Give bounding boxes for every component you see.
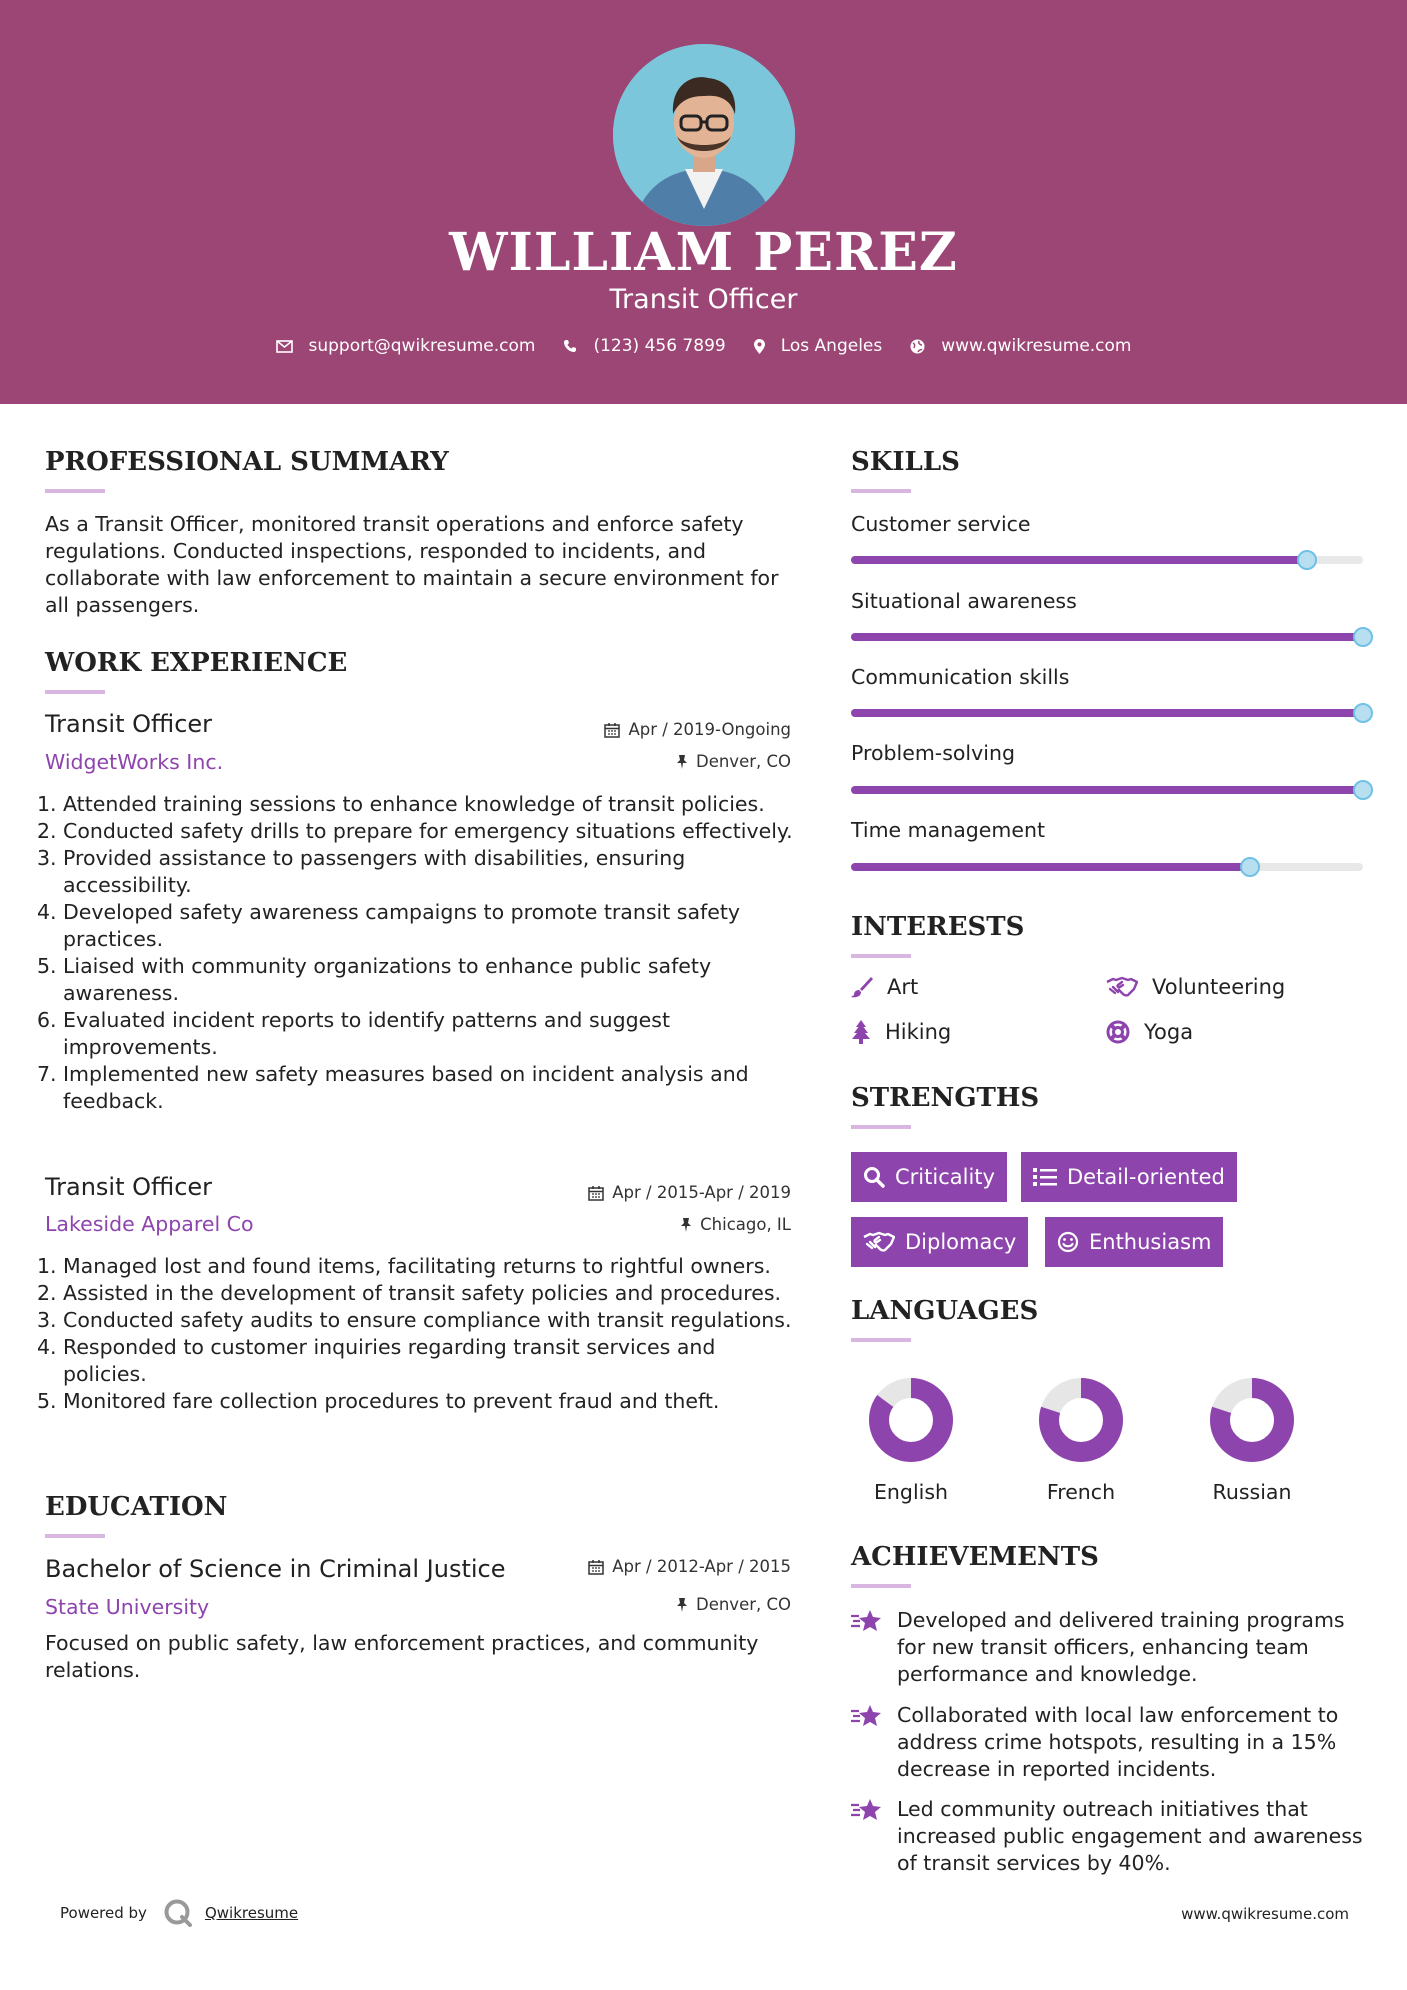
skill-label-situational-awareness: Situational awareness [851, 589, 1077, 613]
job-1-dates [604, 720, 791, 739]
footer-url[interactable]: www.qwikresume.com [1181, 1905, 1349, 1923]
interest-label: Yoga [1144, 1020, 1194, 1044]
handshake-icon [863, 1231, 895, 1253]
skill-fill [851, 709, 1363, 717]
strength-chip-detail-oriented [1021, 1152, 1237, 1202]
language-label-french: French [1046, 1480, 1116, 1504]
candidate-name: WILLIAM PEREZ [449, 222, 958, 283]
strength-label: Detail-oriented [1067, 1165, 1225, 1189]
pushpin-icon [676, 1597, 688, 1613]
skill-knob [1353, 627, 1373, 647]
job-1-title: Transit Officer [45, 710, 213, 738]
contact-email-text: support@qwikresume.com [308, 336, 536, 356]
resume-header [0, 0, 1407, 404]
skill-fill [851, 633, 1363, 641]
pushpin-icon [676, 754, 688, 770]
envelope-icon [276, 340, 293, 353]
summary-underline [45, 489, 105, 493]
skill-fill [851, 786, 1363, 794]
search-icon [863, 1166, 885, 1188]
language-label-russian: Russian [1212, 1480, 1292, 1504]
calendar-icon [588, 1185, 604, 1201]
handshake-icon [1106, 976, 1138, 998]
interest-label: Hiking [885, 1020, 952, 1044]
job-1-company: WidgetWorks Inc. [45, 750, 224, 774]
job-2-dates [588, 1183, 791, 1202]
list-item: 7. Implemented new safety measures based on incident analysis and feedback. [37, 1062, 749, 1113]
profile-photo [613, 44, 795, 226]
job-2-location [680, 1215, 791, 1234]
list-item: 5. Liaised with community organizations to enhance public safety awareness. [37, 954, 712, 1005]
job-1-location-text: Denver, CO [695, 752, 791, 771]
job-1-location [676, 752, 791, 771]
job-2-company: Lakeside Apparel Co [45, 1212, 254, 1236]
skill-label-customer-service: Customer service [851, 512, 1031, 536]
job-2-dates-text: Apr / 2015-Apr / 2019 [612, 1183, 791, 1202]
skill-bar-situational-awareness [851, 633, 1363, 641]
education-location [676, 1595, 791, 1614]
summary-heading: PROFESSIONAL SUMMARY [45, 447, 449, 477]
strength-label: Enthusiasm [1089, 1230, 1212, 1254]
education-school: State University [45, 1595, 210, 1619]
interest-yoga [1106, 1020, 1193, 1044]
interest-art [851, 975, 918, 999]
smile-icon [1057, 1231, 1079, 1253]
interest-volunteering [1106, 975, 1285, 999]
contact-location-text: Los Angeles [780, 336, 883, 356]
interest-label: Art [887, 975, 919, 999]
skill-bar-problem-solving [851, 786, 1363, 794]
education-heading: EDUCATION [45, 1492, 228, 1522]
candidate-title: Transit Officer [609, 284, 798, 315]
contact-email[interactable] [276, 336, 536, 356]
achievement-item: Developed and delivered training programs for new transit officers, enhancing team performance and knowledge. [851, 1607, 1371, 1688]
skill-label-communication-skills: Communication skills [851, 665, 1070, 689]
achievement-item: Led community outreach initiatives that increased public engagement and awareness of transit services by 40%. [851, 1796, 1371, 1877]
strengths-underline [851, 1125, 911, 1129]
education-underline [45, 1534, 105, 1538]
skill-bar-communication-skills [851, 709, 1363, 717]
interest-hiking [851, 1020, 951, 1044]
education-degree: Bachelor of Science in Criminal Justice [45, 1555, 506, 1583]
skill-bar-time-management [851, 863, 1363, 871]
education-location-text: Denver, CO [695, 1595, 791, 1614]
tree-icon [851, 1020, 871, 1044]
skill-knob [1240, 857, 1260, 877]
paintbrush-icon [851, 976, 873, 998]
shooting-star-icon [851, 1609, 883, 1633]
strength-label: Diplomacy [905, 1230, 1017, 1254]
list-item: 3. Conducted safety audits to ensure compliance with transit regulations. [37, 1308, 792, 1332]
summary-text: As a Transit Officer, monitored transit operations and enforce safety regulations. Conducted inspections, responded to incidents, and collaborate with law enforcement to maintain a secure environment for all passengers. [45, 512, 779, 617]
languages-underline [851, 1338, 911, 1342]
skill-knob [1353, 780, 1373, 800]
qwikresume-logo-icon [163, 1898, 193, 1928]
job-2-title: Transit Officer [45, 1173, 213, 1201]
list-item: 4. Developed safety awareness campaigns to promote transit safety practices. [37, 900, 741, 951]
language-donut-russian [1209, 1377, 1295, 1463]
experience-heading: WORK EXPERIENCE [45, 648, 348, 678]
language-donut-french [1038, 1377, 1124, 1463]
skills-heading: SKILLS [851, 447, 960, 477]
strength-chip-enthusiasm [1045, 1217, 1223, 1267]
contact-phone[interactable] [563, 336, 725, 356]
skill-label-time-management: Time management [851, 818, 1046, 842]
pushpin-icon [680, 1217, 692, 1233]
contact-bar [0, 336, 1407, 356]
map-pin-icon [754, 339, 765, 354]
job-1-duties [37, 791, 800, 1115]
achievements-heading: ACHIEVEMENTS [851, 1542, 1099, 1572]
interests-heading: INTERESTS [851, 912, 1025, 942]
education-description: Focused on public safety, law enforcement practices, and community relations. [45, 1631, 759, 1682]
skill-bar-customer-service [851, 556, 1363, 564]
footer-powered-by [60, 1898, 298, 1928]
education-dates-text: Apr / 2012-Apr / 2015 [612, 1557, 791, 1576]
strength-chip-criticality [851, 1152, 1007, 1202]
contact-website-text: www.qwikresume.com [941, 336, 1132, 356]
list-item: 1. Attended training sessions to enhance knowledge of transit policies. [37, 792, 765, 816]
powered-by-text: Powered by [60, 1904, 147, 1922]
contact-website[interactable] [910, 336, 1131, 356]
contact-location [754, 336, 883, 356]
brand-link[interactable]: Qwikresume [204, 1904, 299, 1922]
interests-underline [851, 954, 911, 958]
lifering-icon [1106, 1020, 1130, 1044]
skill-label-problem-solving: Problem-solving [851, 741, 1015, 765]
person-portrait-icon [613, 44, 795, 226]
education-dates [588, 1557, 791, 1576]
list-item: 2. Conducted safety drills to prepare for emergency situations effectively. [37, 819, 793, 843]
strength-label: Criticality [895, 1165, 995, 1189]
languages-heading: LANGUAGES [851, 1296, 1039, 1326]
calendar-icon [604, 722, 620, 738]
skill-fill [851, 556, 1307, 564]
skills-underline [851, 489, 911, 493]
list-item: 5. Monitored fare collection procedures to prevent fraud and theft. [37, 1389, 720, 1413]
calendar-icon [588, 1559, 604, 1575]
globe-icon [910, 339, 925, 354]
skill-knob [1353, 703, 1373, 723]
shooting-star-icon [851, 1798, 883, 1822]
contact-phone-text: (123) 456 7899 [593, 336, 726, 356]
strength-chip-diplomacy [851, 1217, 1028, 1267]
job-1-dates-text: Apr / 2019-Ongoing [628, 720, 791, 739]
list-item: 3. Provided assistance to passengers with disabilities, ensuring accessibility. [37, 846, 686, 897]
language-label-english: English [873, 1480, 949, 1504]
skill-knob [1297, 550, 1317, 570]
list-item: 6. Evaluated incident reports to identify patterns and suggest improvements. [37, 1008, 670, 1059]
achievement-item: Collaborated with local law enforcement to address crime hotspots, resulting in a 15% decrease in reported incidents. [851, 1702, 1371, 1783]
job-2-duties [37, 1253, 800, 1415]
list-item: 2. Assisted in the development of transit safety policies and procedures. [37, 1281, 782, 1305]
strengths-heading: STRENGTHS [851, 1083, 1040, 1113]
achievements-underline [851, 1584, 911, 1588]
list-item: 4. Responded to customer inquiries regarding transit services and policies. [37, 1335, 716, 1386]
language-donut-english [868, 1377, 954, 1463]
phone-icon [563, 339, 577, 353]
job-2-location-text: Chicago, IL [700, 1215, 791, 1234]
list-item: 1. Managed lost and found items, facilitating returns to rightful owners. [37, 1254, 771, 1278]
skill-fill [851, 863, 1250, 871]
list-icon [1033, 1167, 1057, 1187]
interest-label: Volunteering [1152, 975, 1286, 999]
shooting-star-icon [851, 1704, 883, 1728]
experience-underline [45, 690, 105, 694]
